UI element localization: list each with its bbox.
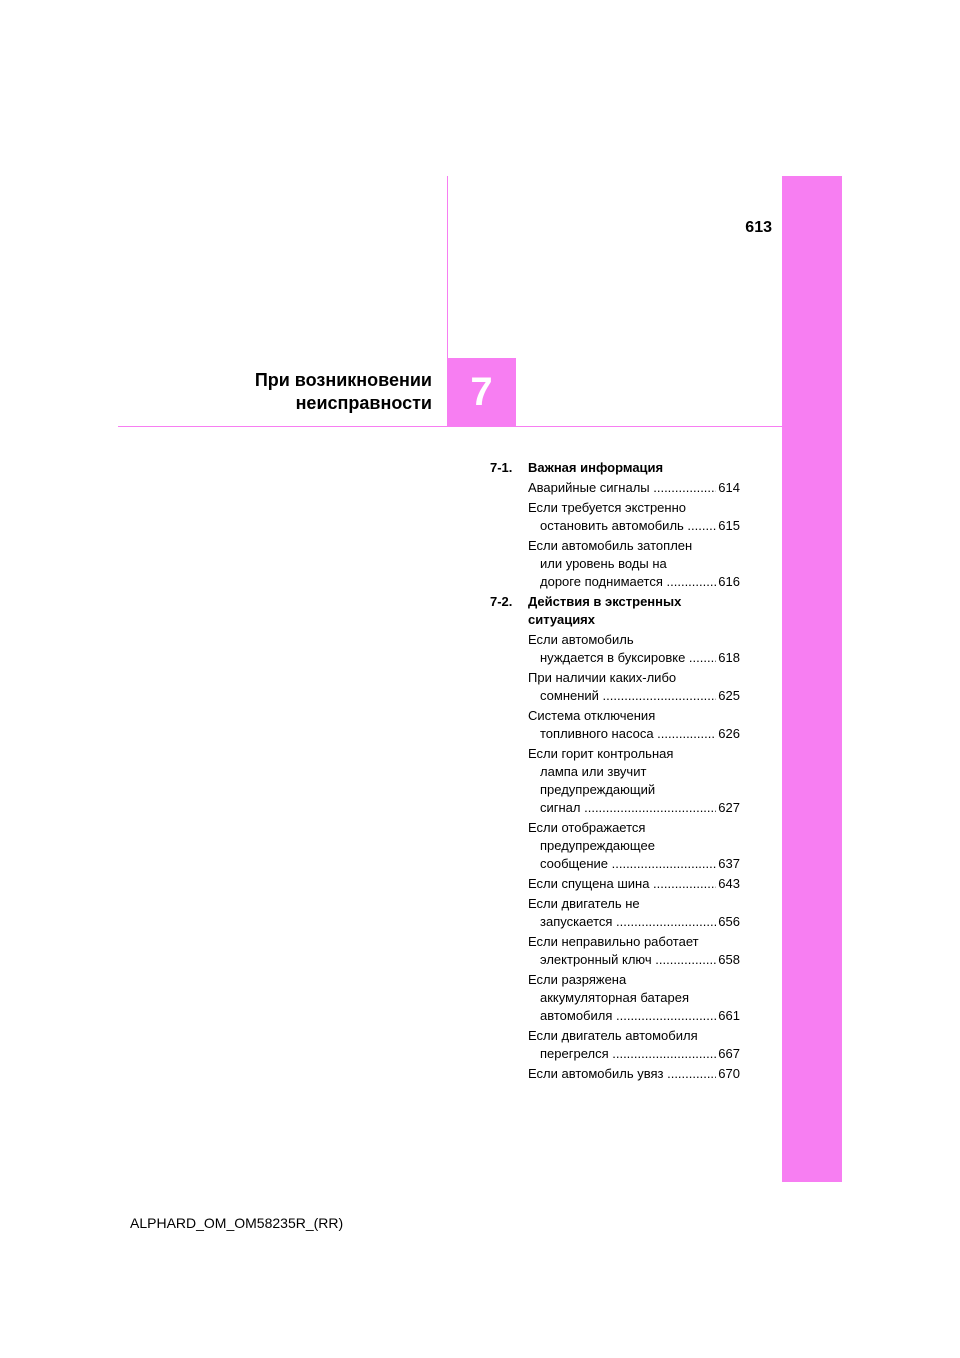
toc-entry-text: сомнений ..... [540,687,716,705]
toc-entry-leader-line [528,479,740,497]
toc-entry-leader-line [528,799,740,817]
toc-entry[interactable] [528,1027,740,1063]
toc-entry-page: 626 [718,726,740,741]
chapter-title [132,369,432,415]
toc-entry[interactable] [528,875,740,893]
toc-entry-page: 637 [718,856,740,871]
toc-entry-text: Если автомобиль увяз ..... [528,1065,716,1083]
toc-entry-text: Если разряжена [528,972,627,987]
toc-entry-page: 643 [718,876,740,891]
toc-entry-text: Если двигатель автомобиля [528,1028,698,1043]
toc-entry-text: аккумуляторная батарея [540,990,689,1005]
toc-entry-page: 625 [718,688,740,703]
toc-entry-leader-line [528,649,740,667]
toc-entry[interactable] [528,933,740,969]
toc-entry-text: сигнал ..... [540,799,716,817]
toc-entry-text: или уровень воды на [540,556,667,571]
toc-entry-leader-line [528,913,740,931]
toc-entry-text: Аварийные сигналы ..... [528,479,716,497]
toc-entry-text: остановить автомобиль ..... [540,517,716,535]
toc-section-title: Важная информация [528,460,664,475]
toc-section [490,459,740,591]
toc-entry[interactable] [528,1065,740,1083]
toc-entry-text: сообщение ..... [540,855,716,873]
toc-entry[interactable] [528,745,740,817]
toc-entry-text: При наличии каких-либо [528,670,677,685]
toc-entry-page: 661 [718,1008,740,1023]
toc-entry[interactable] [528,669,740,705]
toc-entry-text: электронный ключ ..... [540,951,716,969]
toc-entry-text: запускается ..... [540,913,716,931]
toc-entry-text: топливного насоса ..... [540,725,716,743]
toc-entry-text: Если отображается [528,820,646,835]
toc-entry-leader-line [528,573,740,591]
toc-entry-text: Если автомобиль [528,632,634,647]
toc-entry-text: Если автомобиль затоплен [528,538,693,553]
toc-entry-text: дороге поднимается ..... [540,573,716,591]
toc-entry-text: Если горит контрольная [528,746,674,761]
toc-entry-page: 667 [718,1046,740,1061]
divider-vertical [447,176,448,358]
toc-entry-page: 618 [718,650,740,665]
toc-entry-leader-line [528,951,740,969]
toc-entry-text: автомобиля ..... [540,1007,716,1025]
toc-entry[interactable] [528,479,740,497]
chapter-number-box [447,358,516,427]
toc-entry[interactable] [528,537,740,591]
toc-entry-page: 614 [718,480,740,495]
footer-code: ALPHARD_OM_OM58235R_(RR) [130,1215,344,1231]
toc-entry-text: предупреждающий [540,782,656,797]
toc-entry-text: нуждается в буксировке ..... [540,649,716,667]
toc-entry[interactable] [528,895,740,931]
toc-entry-leader-line [528,1007,740,1025]
toc-entry-page: 615 [718,518,740,533]
table-of-contents [490,459,740,1085]
toc-entry-page: 656 [718,914,740,929]
chapter-title-line1: При возникновении [254,370,432,390]
toc-entry-leader-line [528,517,740,535]
toc-entry-page: 670 [718,1066,740,1081]
toc-section-number: 7-1. [490,460,513,475]
toc-section-heading[interactable] [490,593,740,629]
toc-entry-leader-line [528,687,740,705]
toc-entry-text: предупреждающее [540,838,655,853]
chapter-number: 7 [470,370,493,414]
toc-entry-page: 658 [718,952,740,967]
chapter-side-tab [782,176,842,1182]
toc-entry-page: 616 [718,574,740,589]
toc-entry[interactable] [528,971,740,1025]
toc-entry-leader-line [528,855,740,873]
toc-entry-text: Если спущена шина ..... [528,875,716,893]
toc-section-heading[interactable] [490,459,740,477]
toc-entry-leader-line [528,1045,740,1063]
toc-entry-page: 627 [718,800,740,815]
toc-entry-text: лампа или звучит [540,764,647,779]
toc-entry-leader-line [528,875,740,893]
toc-entry-text: Если двигатель не [528,896,640,911]
toc-entry[interactable] [528,631,740,667]
toc-section-number: 7-2. [490,594,513,609]
toc-section [490,593,740,1083]
toc-entry[interactable] [528,819,740,873]
toc-entry[interactable] [528,707,740,743]
toc-entry-text: Система отключения [528,708,656,723]
chapter-title-line2: неисправности [295,393,432,413]
toc-entry-text: Если требуется экстренно [528,500,686,515]
toc-section-title: Действия в экстренных ситуациях [528,594,682,627]
toc-entry-text: перегрелся ..... [540,1045,716,1063]
page-number: 613 [745,219,772,236]
toc-entry-leader-line [528,1065,740,1083]
toc-entry-text: Если неправильно работает [528,934,699,949]
toc-entry-leader-line [528,725,740,743]
toc-entry[interactable] [528,499,740,535]
